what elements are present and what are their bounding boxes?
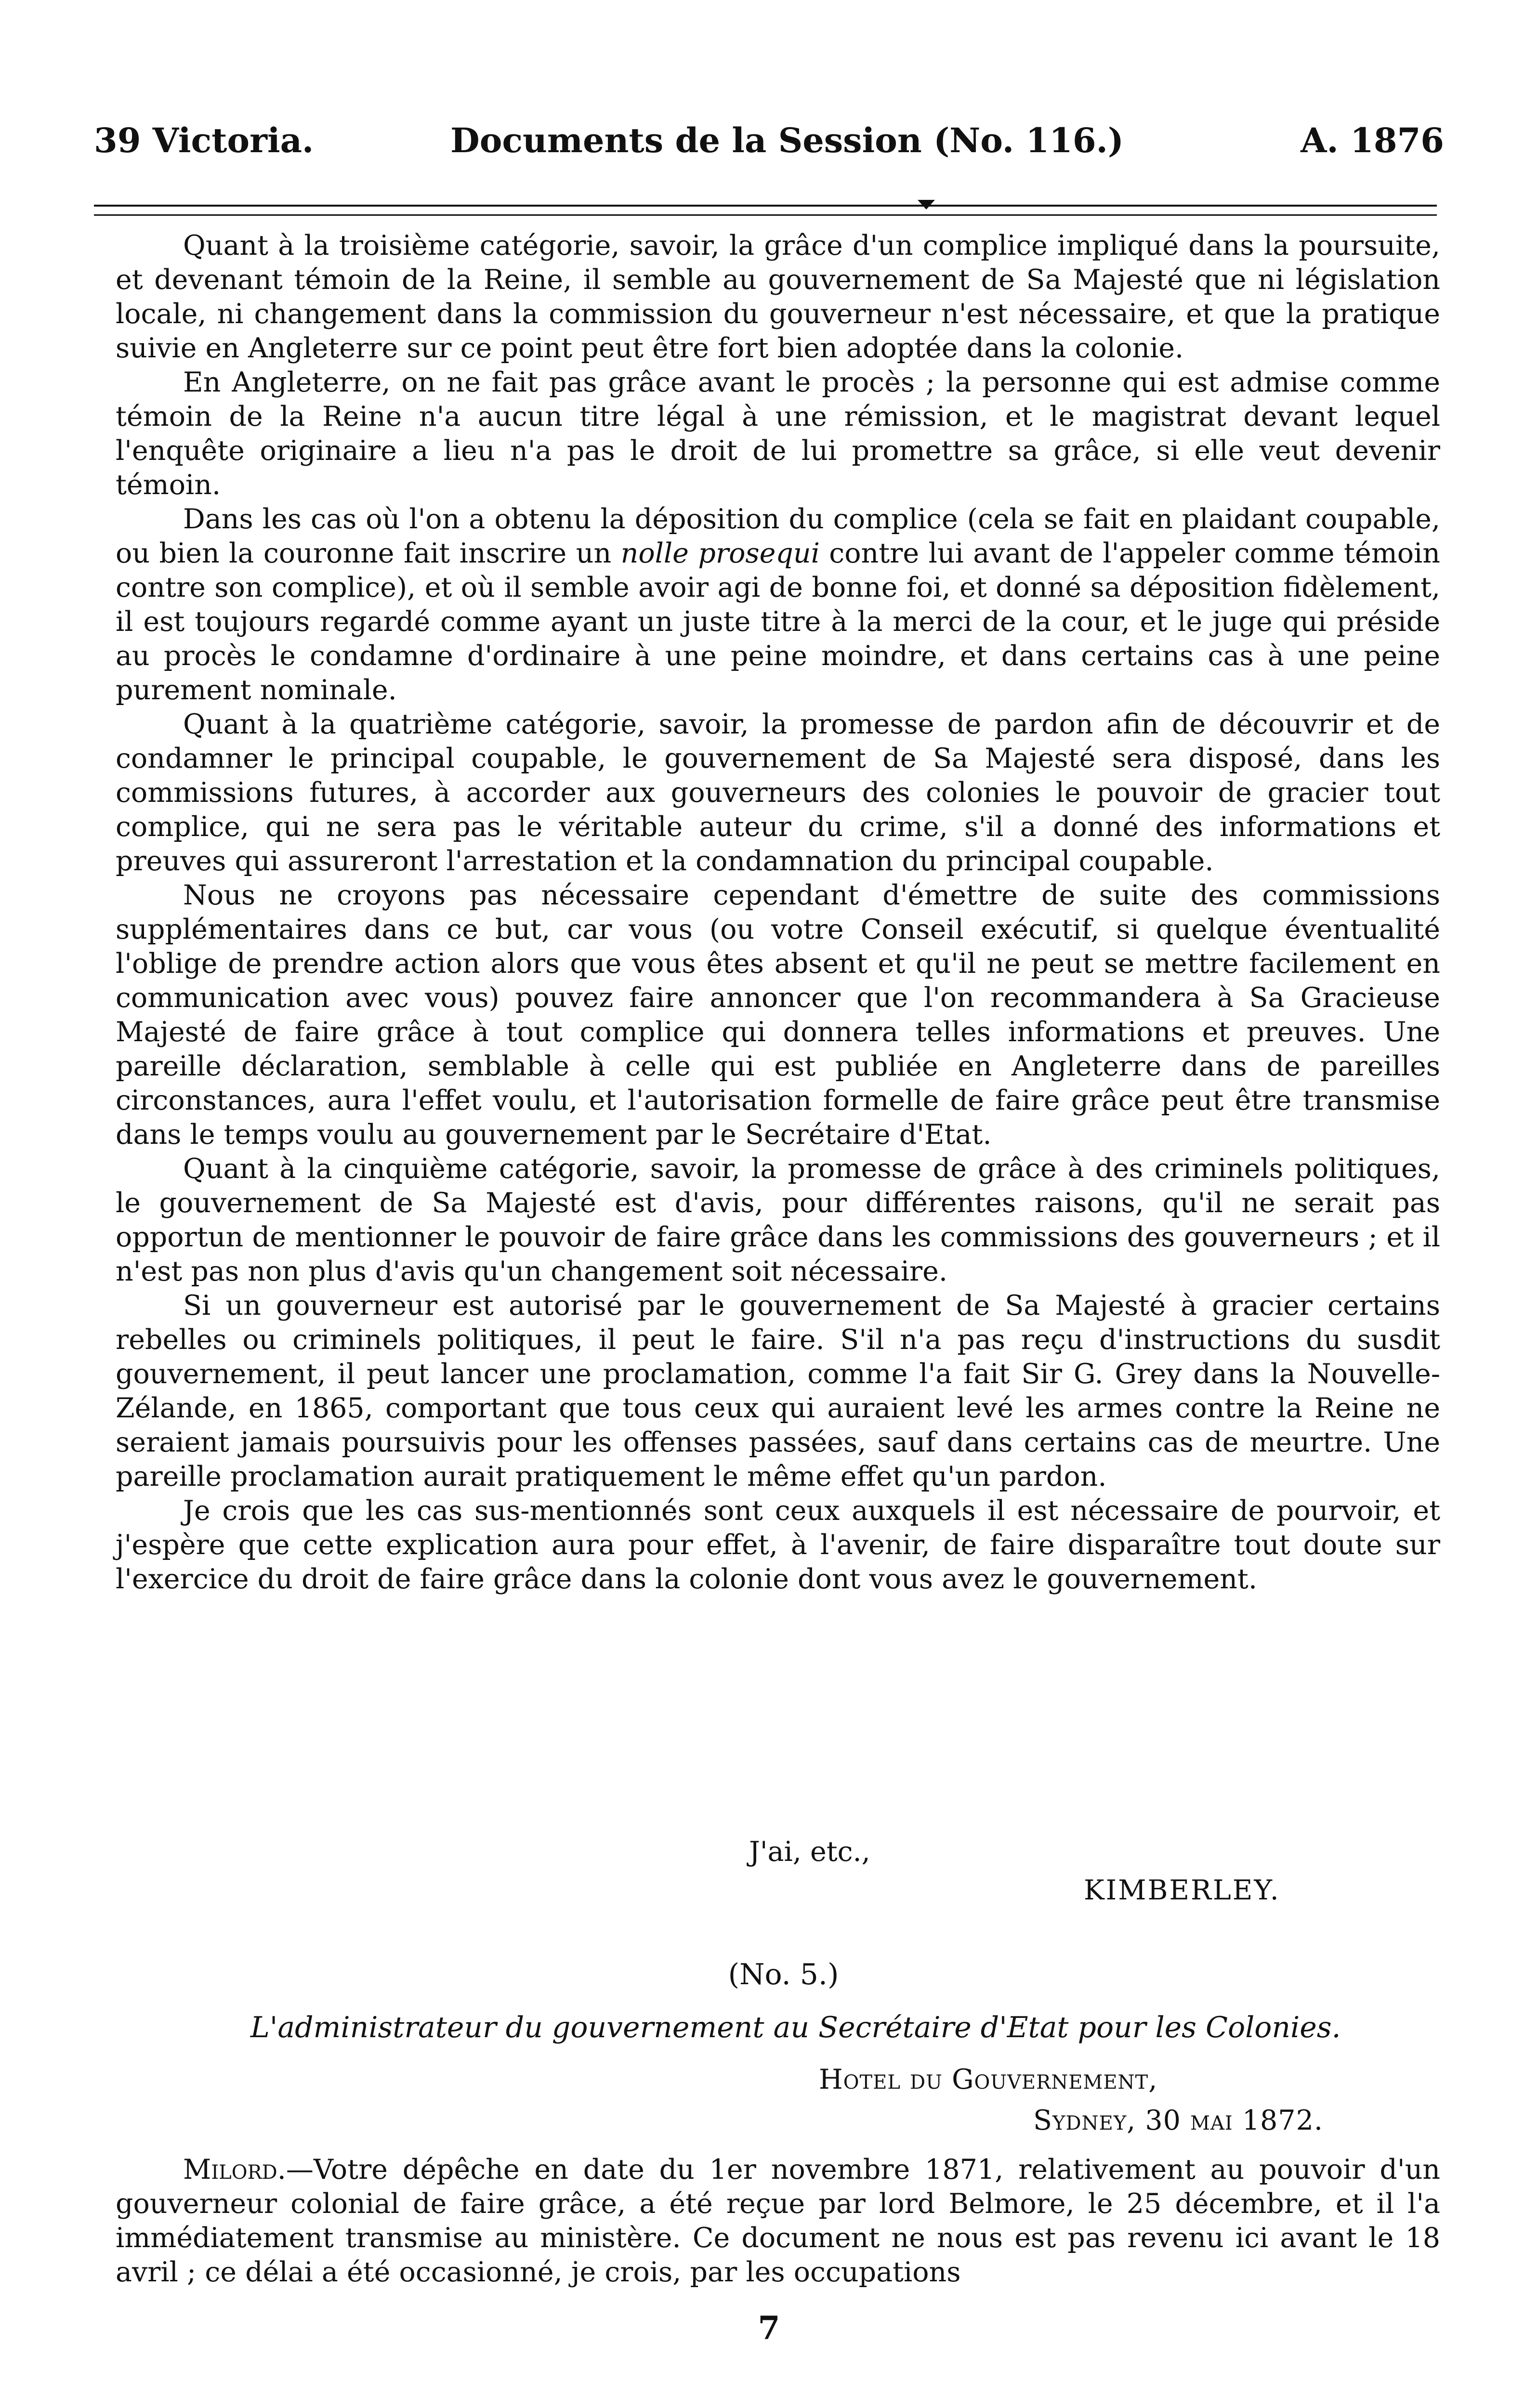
header-year: A. 1876	[1301, 120, 1444, 160]
paragraph-fifth-category: Quant à la cinquième catégorie, savoir, la promesse de grâce à des criminels politiques, le gouvernement de Sa Majesté est d'avis, pour différentes raisons, qu'il ne serait pas opportun de mentionner le pouvoir de faire grâce dans les commissions des gouverneurs ; et il n'est pas non plus d'avis qu'un changement soit nécessaire.	[116, 1153, 1440, 1287]
document-number-heading	[0, 1958, 1538, 1991]
deposition-text-start: Dans les cas où l'on a obtenu la déposition du complice (cela se fait en plaidant coupable, ou bien la couronne fait inscrire un	[116, 503, 1440, 569]
deposition-text-end: contre lui avant de l'appeler comme témoin contre son complice), et où il semble avoir agi de bonne foi, et donné sa déposition fidèlement, il est toujours regardé comme ayant un juste titre à la merci de la cour, et le juge qui préside au procès le condamne d'ordinaire à une peine moindre, et dans certains cas à une peine purement nominale.	[116, 537, 1440, 706]
page-number: 7	[758, 2309, 780, 2347]
running-header	[94, 120, 1444, 169]
header-rule-bottom	[94, 214, 1437, 216]
paragraph-conclusion: Je crois que les cas sus-mentionnés sont ceux auxquels il est nécessaire de pourvoir, et j'espère que cette explication aura pour effet, à l'avenir, de faire disparaître tout doute sur l'exercice du droit de faire grâce dans la colonie dont vous avez le gouvernement.	[116, 1495, 1440, 1595]
paragraph-deposition	[116, 502, 1440, 707]
document-title: L'administrateur du gouvernement au Secrétaire d'Etat pour les Colonies.	[250, 2011, 1341, 2044]
paragraph-supplementary-commissions: Nous ne croyons pas nécessaire cependant d'émettre de suite des commissions supplémentaires dans ce but, car vous (ou votre Conseil exécutif, si quelque éventualité l'oblige de prendre action alors que vous êtes absent et qu'il ne peut se mettre facilement en communication avec vous) pouvez faire annoncer que l'on recommandera à Sa Gracieuse Majesté de faire grâce à tout complice qui donnera telles informations et preuves. Une pareille déclaration, semblable à celle qui est publiée en Angleterre dans de pareilles circonstances, aura l'effet voulu, et l'autorisation formelle de faire grâce peut être transmise dans le temps voulu au gouvernement par le Secrétaire d'Etat.	[116, 879, 1440, 1151]
header-rule-top	[94, 205, 1437, 207]
salutation: Milord.	[183, 2154, 286, 2186]
header-session: Documents de la Session (No. 116.)	[450, 120, 1124, 160]
letter-opening-text: —Votre dépêche en date du 1er novembre 1871, relativement au pouvoir d'un gouverneur colonial de faire grâce, a été reçue par lord Belmore, le 25 décembre, et il l'a immédiatement transmise au ministère. Ce document ne nous est pas revenu ici avant le 18 avril ; ce délai a été occasionné, je crois, par les occupations	[116, 2154, 1440, 2288]
closing-formula: J'ai, etc.,	[749, 1836, 870, 1868]
second-letter-body	[116, 2153, 1440, 2290]
address-line-1: Hotel du Gouvernement,	[819, 2064, 1158, 2095]
rule-ornament-icon	[918, 200, 935, 209]
paragraph-england-practice: En Angleterre, on ne fait pas grâce avant le procès ; la personne qui est admise comme témoin de la Reine n'a aucun titre légal à une rémission, et le magistrat devant lequel l'enquête originaire a lieu n'a pas le droit de lui promettre sa grâce, si elle veut devenir témoin.	[116, 366, 1440, 501]
letter-opening-paragraph	[116, 2153, 1440, 2290]
address-line-2: Sydney, 30 mai 1872.	[1033, 2105, 1323, 2136]
header-volume: 39 Victoria.	[94, 120, 314, 160]
paragraph-rebels: Si un gouverneur est autorisé par le gouvernement de Sa Majesté à gracier certains rebelles ou criminels politiques, il peut le faire. S'il n'a pas reçu d'instructions du susdit gouvernement, il peut lancer une proclamation, comme l'a fait Sir G. Grey dans la Nouvelle-Zélande, en 1865, comportant que tous ceux qui auraient levé les armes contre la Reine ne seraient jamais poursuivis pour les offenses passées, sauf dans certains cas de meurtre. Une pareille proclamation aurait pratiquement le même effet qu'un pardon.	[116, 1290, 1440, 1492]
signature: KIMBERLEY.	[1084, 1874, 1280, 1906]
letter-body-text	[116, 229, 1440, 1597]
document-number: (No. 5.)	[728, 1958, 839, 1991]
paragraph-fourth-category: Quant à la quatrième catégorie, savoir, la promesse de pardon afin de découvrir et de condamner le principal coupable, le gouvernement de Sa Majesté sera disposé, dans les commissions futures, à accorder aux gouverneurs des colonies le pouvoir de gracier tout complice, qui ne sera pas le véritable auteur du crime, s'il a donné des informations et preuves qui assureront l'arrestation et la condamnation du principal coupable.	[116, 708, 1440, 877]
nolle-prosequi-term: nolle prosequi	[620, 537, 820, 569]
paragraph-third-category: Quant à la troisième catégorie, savoir, la grâce d'un complice impliqué dans la poursuite, et devenant témoin de la Reine, il semble au gouvernement de Sa Majesté que ni législation locale, ni changement dans la commission du gouverneur n'est nécessaire, et que la pratique suivie en Angleterre sur ce point peut être fort bien adoptée dans la colonie.	[116, 230, 1440, 364]
